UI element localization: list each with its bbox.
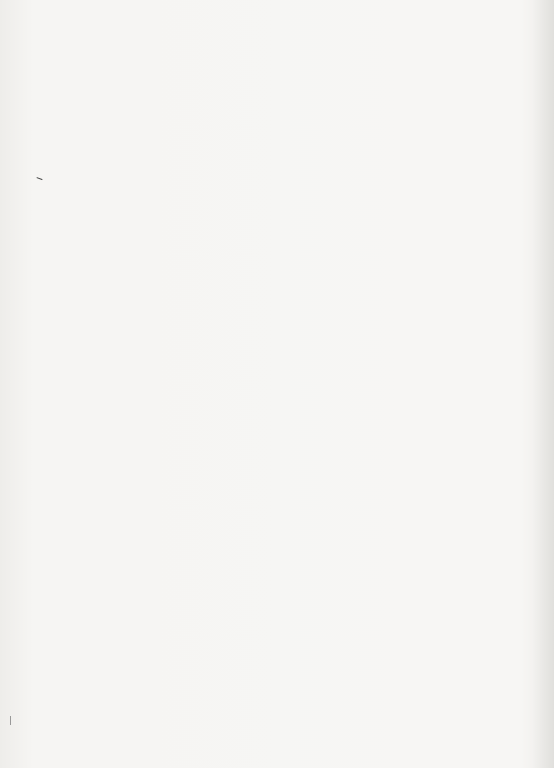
margin-pen-mark-bottom — [10, 716, 11, 725]
document-body — [64, 26, 512, 42]
page-fold-shadow — [532, 0, 554, 768]
margin-pen-mark — [35, 177, 42, 183]
